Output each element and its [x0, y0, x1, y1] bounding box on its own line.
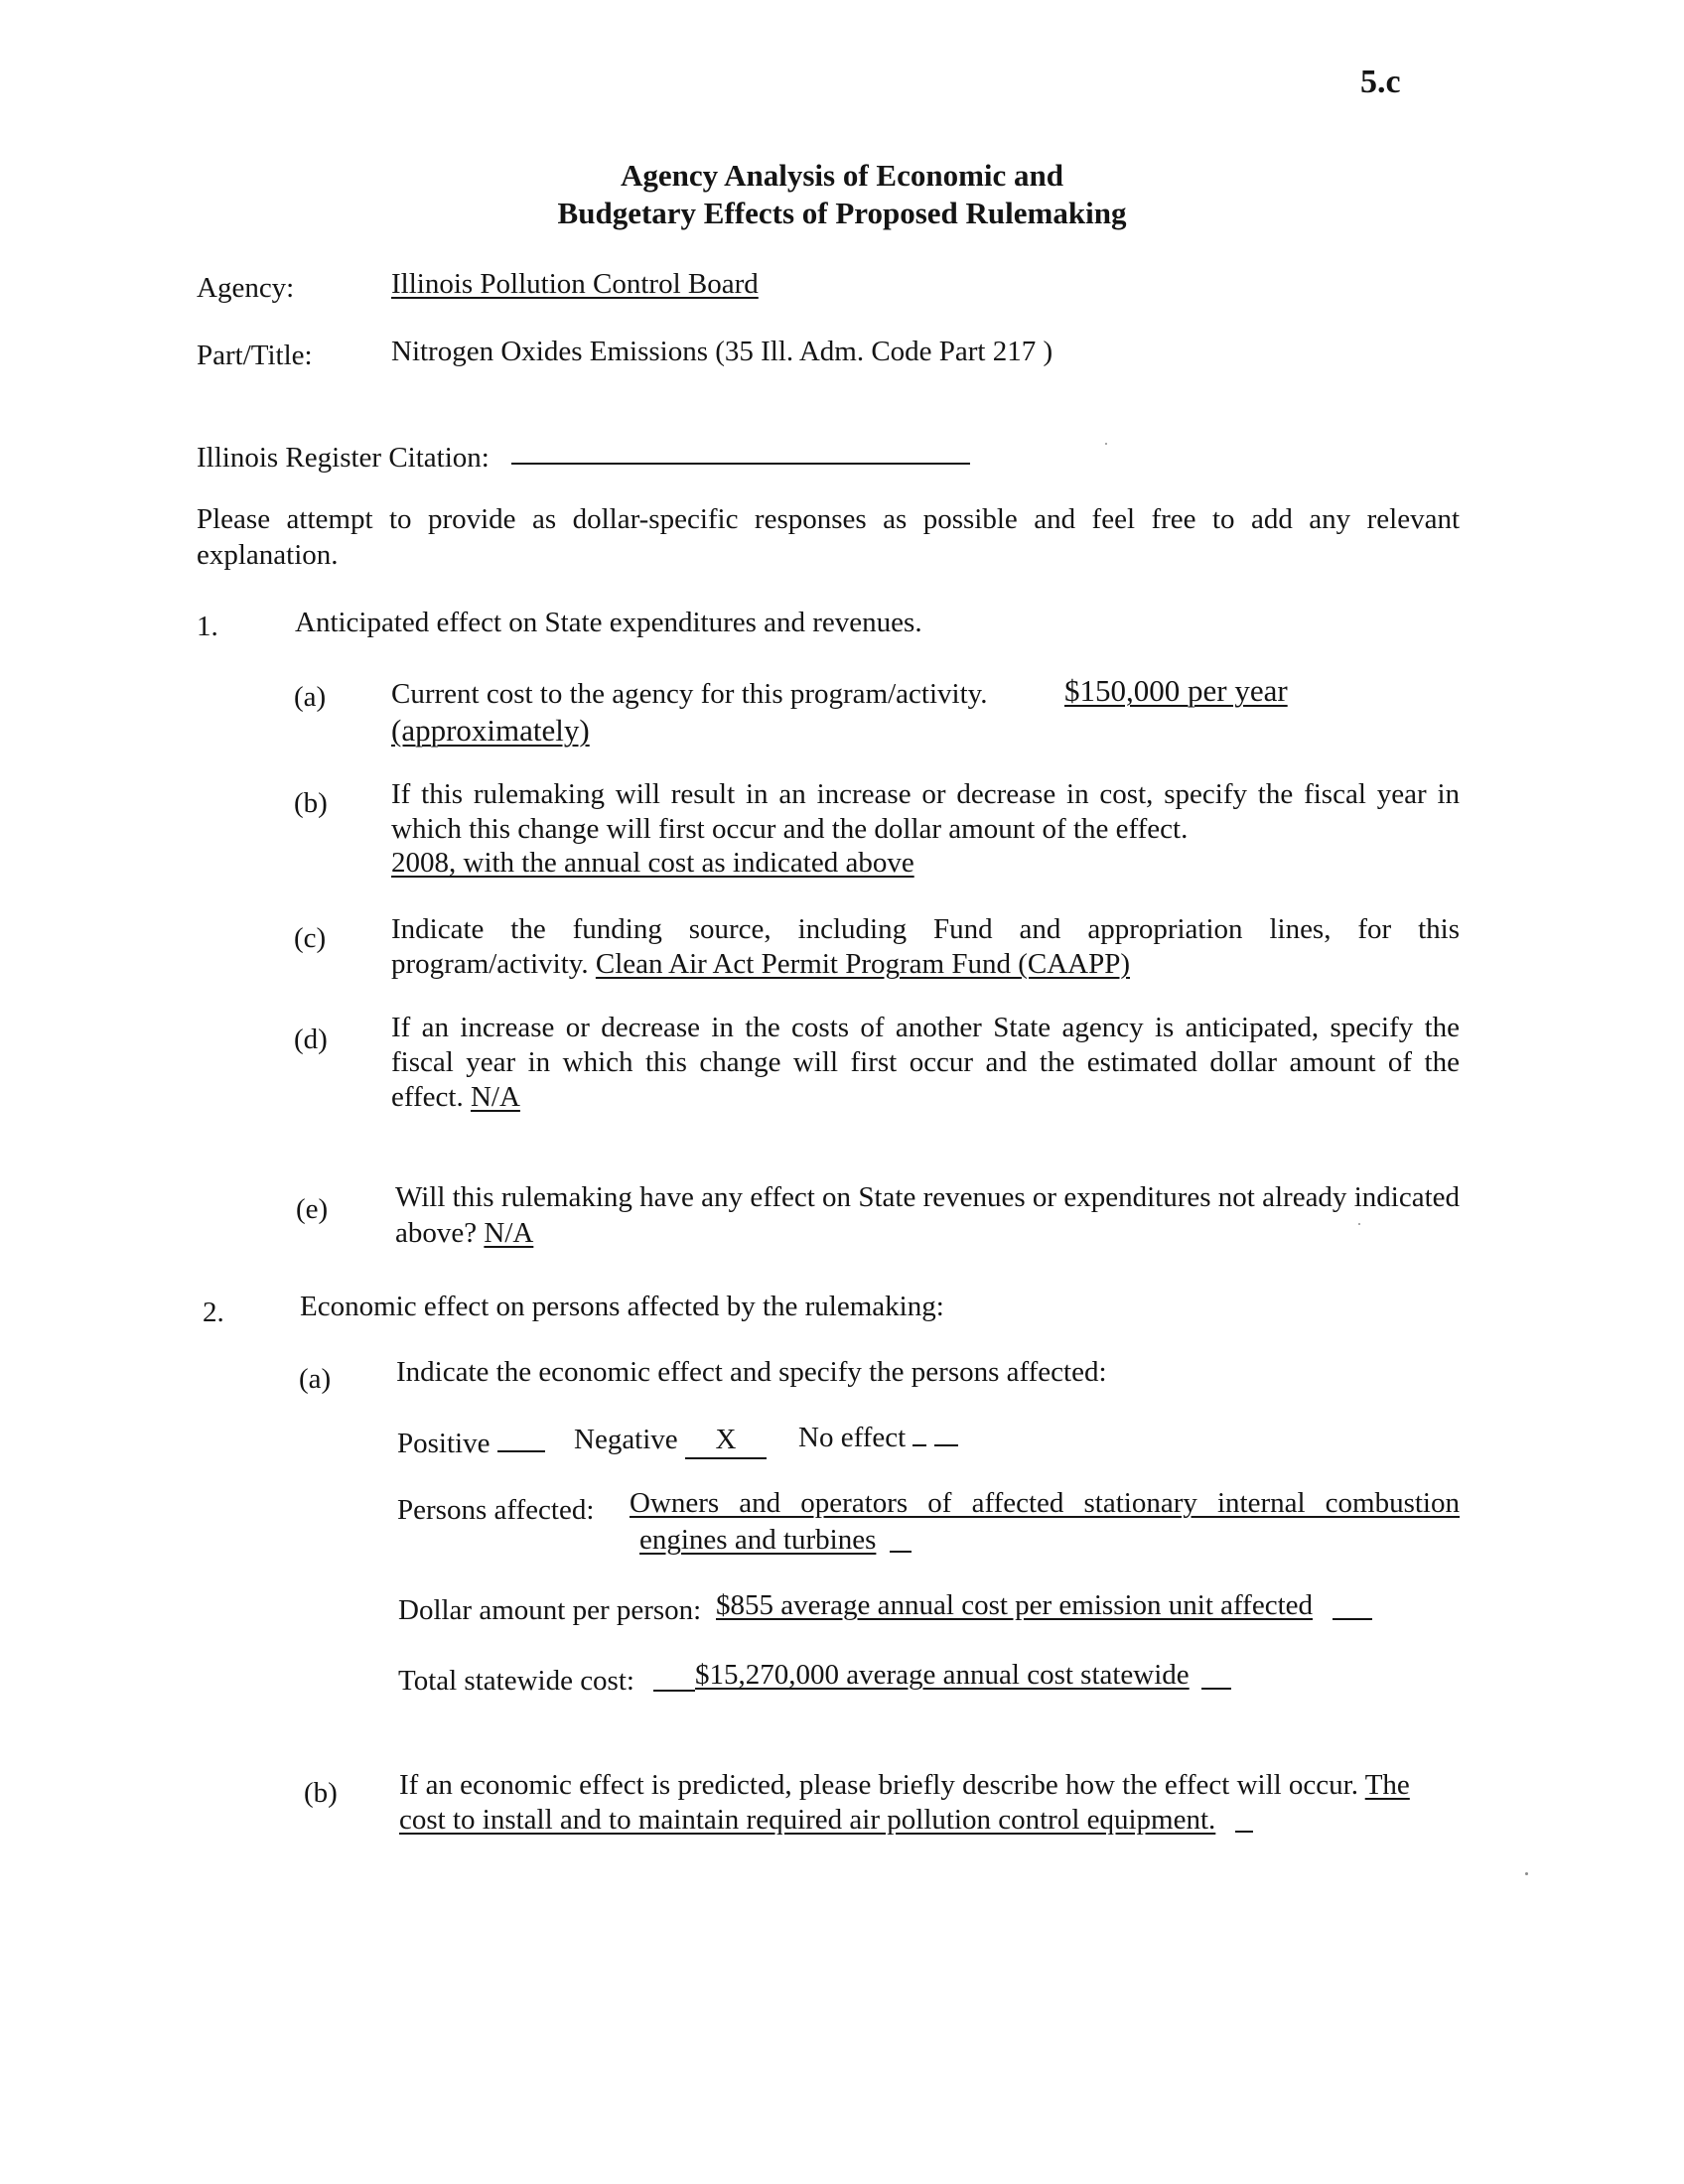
item-1b-answer: 2008, with the annual cost as indicated above — [391, 847, 914, 879]
total-statewide-leading-line — [653, 1690, 695, 1692]
effect-no-effect-blank-2 — [934, 1423, 958, 1446]
page-title-line-1: Agency Analysis of Economic and — [620, 158, 1064, 193]
effect-negative-mark: X — [685, 1422, 767, 1459]
agency-value: Illinois Pollution Control Board — [391, 268, 759, 300]
item-2b-answer: The — [1364, 1769, 1410, 1801]
persons-affected-value-continued: engines and turbines — [639, 1524, 877, 1556]
item-2b-label: (b) — [304, 1777, 338, 1809]
item-2b-trailing-line — [1235, 1831, 1253, 1833]
part-title-label: Part/Title: — [197, 340, 313, 371]
citation-label: Illinois Register Citation: — [197, 442, 490, 474]
item-2a-text: Indicate the economic effect and specify the persons affected: — [396, 1356, 1107, 1388]
total-statewide-value: $15,270,000 average annual cost statewide — [695, 1659, 1190, 1691]
total-statewide-label: Total statewide cost: — [398, 1665, 634, 1697]
item-1d-answer: N/A — [470, 1081, 520, 1113]
section-1-number: 1. — [197, 611, 218, 642]
persons-affected-label: Persons affected: — [397, 1494, 595, 1526]
item-1a-answer-continued: (approximately) — [391, 713, 590, 748]
instructions-text: Please attempt to provide as dollar-specific responses as possible and feel free to add any relevant explanation. — [197, 503, 1460, 571]
persons-affected-value: Owners and operators of affected stationary internal combustion — [630, 1487, 1460, 1519]
section-1-heading: Anticipated effect on State expenditures and revenues. — [295, 607, 922, 638]
section-2-heading: Economic effect on persons affected by the rulemaking: — [300, 1291, 944, 1322]
page-title-line-2: Budgetary Effects of Proposed Rulemaking — [557, 196, 1127, 230]
item-2b-question: If an economic effect is predicted, please briefly describe how the effect will occur. — [399, 1769, 1358, 1801]
scan-speck — [1525, 1872, 1528, 1875]
scan-speck — [1358, 1223, 1360, 1225]
item-1d-text — [391, 1011, 1460, 1115]
page-number: 5.c — [1360, 64, 1401, 100]
item-1b-label: (b) — [294, 787, 328, 819]
effect-positive-label: Positive — [397, 1428, 491, 1459]
item-1c-answer: Clean Air Act Permit Program Fund (CAAPP) — [595, 948, 1130, 980]
item-1b-text: If this rulemaking will result in an increase or decrease in cost, specify the fiscal year in which this change will first occur and the dollar amount of the effect. — [391, 778, 1460, 845]
item-2b-answer-continued: cost to install and to maintain required air pollution control equipment. — [399, 1804, 1216, 1836]
item-1e-answer: N/A — [484, 1217, 534, 1249]
item-1c-question: Indicate the funding source, including Fund and appropriation lines, for this program/activity. — [391, 913, 1460, 980]
item-1a-answer: $150,000 per year — [1064, 673, 1288, 708]
effect-no-effect-blank — [912, 1423, 926, 1446]
part-title-value: Nitrogen Oxides Emissions (35 Ill. Adm. Code Part 217 ) — [391, 336, 1053, 367]
item-1c-text — [391, 912, 1460, 982]
item-1e-label: (e) — [296, 1193, 329, 1225]
effect-negative-label: Negative — [574, 1424, 678, 1455]
effect-positive-option — [397, 1426, 545, 1461]
item-1e-text — [395, 1179, 1460, 1251]
item-1d-label: (d) — [294, 1024, 328, 1055]
persons-affected-trailing-line — [890, 1551, 912, 1553]
item-2b-text — [399, 1767, 1410, 1803]
item-1c-label: (c) — [294, 922, 327, 954]
effect-no-effect-option — [798, 1420, 958, 1455]
effect-no-effect-label: No effect — [798, 1422, 907, 1453]
effect-positive-blank — [497, 1429, 545, 1452]
scan-speck — [1105, 443, 1107, 445]
dollar-per-person-label: Dollar amount per person: — [398, 1594, 702, 1626]
total-statewide-trailing-line — [1201, 1688, 1231, 1690]
section-2-number: 2. — [203, 1297, 224, 1328]
item-1a-text: Current cost to the agency for this program/activity. — [391, 678, 988, 710]
dollar-per-person-value: $855 average annual cost per emission unit affected — [716, 1589, 1313, 1621]
item-2a-label: (a) — [299, 1363, 332, 1395]
agency-label: Agency: — [197, 272, 295, 304]
citation-blank-line — [511, 463, 970, 465]
item-1e-question: Will this rulemaking have any effect on State revenues or expenditures not already indicated above? — [395, 1181, 1460, 1249]
effect-negative-option — [574, 1422, 767, 1459]
item-1d-question: If an increase or decrease in the costs of another State agency is anticipated, specify the fiscal year in which this change will first occur and the estimated dollar amount of the effect. — [391, 1012, 1460, 1113]
dollar-per-person-trailing-line — [1333, 1618, 1372, 1620]
item-1a-label: (a) — [294, 681, 327, 713]
